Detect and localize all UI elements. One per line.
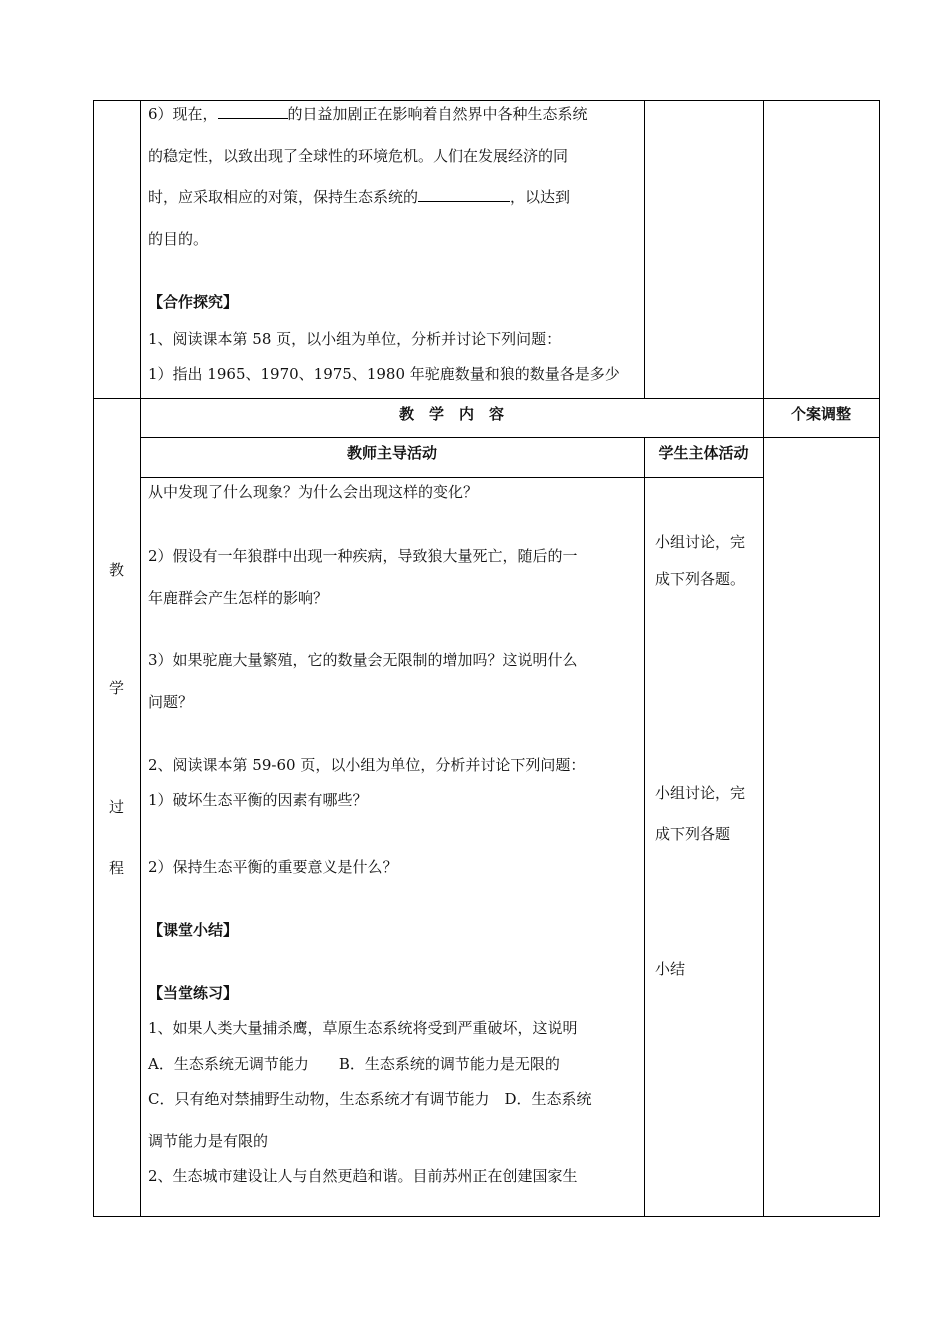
student-column-divider-top xyxy=(644,100,645,398)
adjust-column-divider xyxy=(763,100,764,1217)
question-6-line-1: 6）现在， 的日益加剧正在影响着自然界中各种生态系统 xyxy=(148,105,588,123)
question-6-line-4: 的目的。 xyxy=(148,230,209,248)
teacher-line-1: 从中发现了什么现象？为什么会出现这样的变化？ xyxy=(148,483,479,501)
side-label-char-4: 程 xyxy=(108,859,124,877)
teacher-line-8: 2）保持生态平衡的重要意义是什么？ xyxy=(148,858,398,876)
class-practice-heading: 【当堂练习】 xyxy=(148,984,239,1002)
table-left-border xyxy=(93,100,94,1217)
inquiry-item-1-question-1: 1）指出 1965、1970、1975、1980 年驼鹿数量和狼的数量各是多少 xyxy=(148,365,620,383)
practice-question-2: 2、生态城市建设让人与自然更趋和谐。目前苏州正在创建国家生 xyxy=(148,1167,578,1185)
student-activity-2-line-1: 小组讨论，完 xyxy=(655,784,746,802)
section-divider xyxy=(93,398,880,399)
teaching-content-header: 教 学 内 容 xyxy=(398,405,504,423)
practice-question-1: 1、如果人类大量捕杀鹰，草原生态系统将受到严重破坏，这说明 xyxy=(148,1019,578,1037)
teacher-line-7: 1）破坏生态平衡的因素有哪些？ xyxy=(148,791,368,809)
fill-blank-1[interactable] xyxy=(218,104,288,119)
practice-question-1-options-ab: A．生态系统无调节能力 B．生态系统的调节能力是无限的 xyxy=(148,1055,560,1073)
question-6-line-2: 的稳定性，以致出现了全球性的环境危机。人们在发展经济的同 xyxy=(148,147,569,165)
student-activity-header: 学生主体活动 xyxy=(658,444,749,462)
student-column-divider xyxy=(644,437,645,1217)
header-divider xyxy=(140,437,880,438)
side-label-char-2: 学 xyxy=(108,679,124,697)
student-activity-1-line-2: 成下列各题。 xyxy=(655,570,746,588)
inquiry-item-1: 1、阅读课本第 58 页，以小组为单位，分析并讨论下列问题： xyxy=(148,330,562,348)
teacher-line-3: 年鹿群会产生怎样的影响？ xyxy=(148,589,329,607)
student-activity-2-line-2: 成下列各题 xyxy=(655,825,731,843)
student-activity-summary: 小结 xyxy=(655,960,686,978)
table-top-border xyxy=(93,100,880,101)
practice-question-1-options-cd-cont: 调节能力是有限的 xyxy=(148,1132,269,1150)
teacher-line-4: 3）如果驼鹿大量繁殖，它的数量会无限制的增加吗？这说明什么 xyxy=(148,651,578,669)
side-column-divider xyxy=(140,100,141,1217)
teacher-line-6: 2、阅读课本第 59-60 页，以小组为单位，分析并讨论下列问题： xyxy=(148,756,586,774)
teacher-line-5: 问题？ xyxy=(148,693,194,711)
question-6-line-3: 时，应采取相应的对策，保持生态系统的 ，以达到 xyxy=(148,188,571,206)
case-adjustment-header: 个案调整 xyxy=(790,405,851,423)
class-summary-heading: 【课堂小结】 xyxy=(148,921,239,939)
cooperative-inquiry-heading: 【合作探究】 xyxy=(148,293,239,311)
side-label-char-3: 过 xyxy=(108,798,124,816)
fill-blank-2[interactable] xyxy=(418,187,510,202)
table-bottom-border xyxy=(93,1216,880,1217)
teacher-activity-header: 教师主导活动 xyxy=(346,444,437,462)
side-label-char-1: 教 xyxy=(108,561,124,579)
table-right-border xyxy=(879,100,880,1217)
subheader-divider xyxy=(140,477,763,478)
practice-question-1-options-cd: C．只有绝对禁捕野生动物，生态系统才有调节能力 D．生态系统 xyxy=(148,1090,592,1108)
teacher-line-2: 2）假设有一年狼群中出现一种疾病，导致狼大量死亡，随后的一 xyxy=(148,547,578,565)
student-activity-1-line-1: 小组讨论，完 xyxy=(655,533,746,551)
